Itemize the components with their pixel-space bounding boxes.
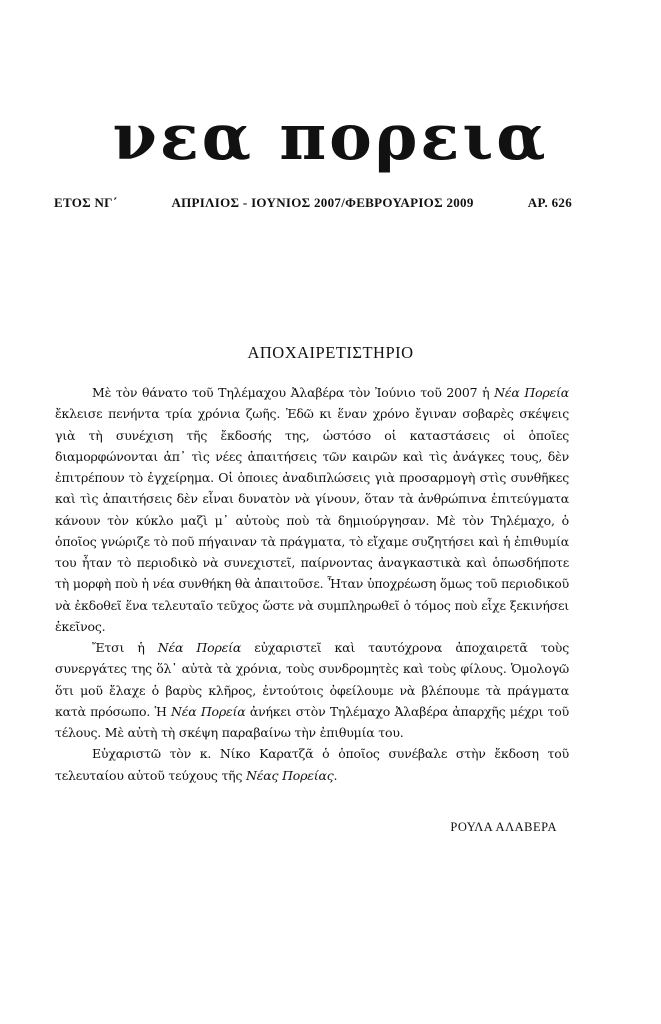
paragraph-text: εὐχαριστεῖ καὶ ταυτόχρονα ἀποχαιρετᾶ τοὺς συνεργάτες της ὅλ᾽ αὐτὰ τὰ χρόνια, τοὺς συνδρομητὲς καὶ τοὺς φίλους. Ὁμολογῶ ὅτι μοῦ ἔλαχε ὁ βαρὺς κλῆρος, ἐντούτοις ὀφείλουμε νὰ βλέπουμε τὰ πράγματα κατὰ πρόσωπο. Ἡ	[55, 640, 569, 719]
paragraph-text: ἀνήκει στὸν Τηλέμαχο Ἀλαβέρα ἀπαρχῆς μέχρι τοῦ τέλους. Μὲ αὐτὴ τὴ σκέψη παραβαίνω τὴν ἐπιθυμία του.	[55, 703, 570, 740]
article-body	[55, 382, 569, 786]
article-title: ΑΠΟΧΑΙΡΕΤΙΣΤΗΡΙΟ	[247, 343, 414, 362]
paragraph-text: Εὐχαριστῶ τὸν κ. Νίκο Καρατζᾶ ὁ ὁποῖος συνέβαλε στὴν ἔκδοση τοῦ τελευταίου αὐτοῦ τεύχους τῆς	[55, 746, 569, 783]
journal-name-italic: Νέα Πορεία	[494, 385, 569, 400]
issue-number: ΑΡ. 626	[527, 195, 572, 210]
paragraph-text: .	[333, 767, 338, 783]
issue-info-line	[54, 195, 572, 211]
article-paragraph	[55, 637, 569, 743]
article-paragraph	[55, 382, 569, 637]
issue-year: ΕΤΟΣ ΝΓ΄	[54, 195, 118, 210]
paragraph-text: ἔκλεισε πενήντα τρία χρόνια ζωῆς. Ἐδῶ κι ἕναν χρόνο ἔγιναν σοβαρὲς σκέψεις γιὰ τὴ συνέχιση τῆς ἔκδοσής της, ὡστόσο οἱ καταστάσεις οἱ ὁποῖες διαμορφώνονται ἀπ᾽ τὶς νέες ἀπαιτήσεις τῶν καιρῶν καὶ τὶς ἀνάγκες τους, δὲν ἐπιτρέπουν τὸ ἐγχείρημα. Οἱ ὁποιες ἀναδιπλώσεις γιὰ προσαρμογὴ στὶς συνθῆκες καὶ τὶς ἀπαιτήσεις δὲν εἶναι δυνατὸν νὰ γίνουν, ὅταν τὰ ἀνθρώπινα ἐπιτεύγματα κάνουν τὸν κύκλο μαζὶ μ᾽ αὐτοὺς ποὺ τὰ δημιούργησαν. Μὲ τὸν Τηλέμαχο, ὁ ὁποῖος γνώριζε τὸ ποῦ πήγαιναν τὰ πράγματα, τὸ εἴχαμε συζητήσει καὶ ἡ ἐπιθυμία του ἦταν τὸ περιοδικὸ νὰ συνεχιστεῖ, παίρνοντας ἀναγκαστικὰ καὶ ὁπωσδήποτε τὴ μορφὴ ποὺ ἡ νέα συνθήκη θὰ ἀπαιτοῦσε. Ἦταν ὑποχρέωση ὅμως τοῦ περιοδικοῦ νὰ ἐκδοθεῖ ἕνα τελευταῖο τεῦχος ὥστε νὰ συμπληρωθεῖ ὁ τόμος ποὺ εἶχε ξεκινήσει ἐκεῖνος.	[55, 406, 569, 634]
journal-name-italic: Νέα Πορεία	[171, 703, 246, 719]
author-signature: ΡΟΥΛΑ ΑΛΑΒΕΡΑ	[450, 820, 557, 834]
journal-name-italic: Νέας Πορείας	[246, 767, 334, 783]
paragraph-text: Μὲ τὸν θάνατο τοῦ Τηλέμαχου Ἀλαβέρα τὸν Ἰούνιο τοῦ 2007 ἡ	[92, 385, 495, 400]
issue-period: ΑΠΡΙΛΙΟΣ - ΙΟΥΝΙΟΣ 2007/ΦΕΒΡΟΥΑΡΙΟΣ 2009	[171, 195, 474, 210]
journal-masthead: νεα πορεια	[112, 100, 549, 175]
journal-name-italic: Νέα Πορεία	[157, 640, 242, 655]
article-paragraph	[55, 743, 569, 786]
paragraph-text: Ἔτσι ἡ	[92, 640, 158, 655]
